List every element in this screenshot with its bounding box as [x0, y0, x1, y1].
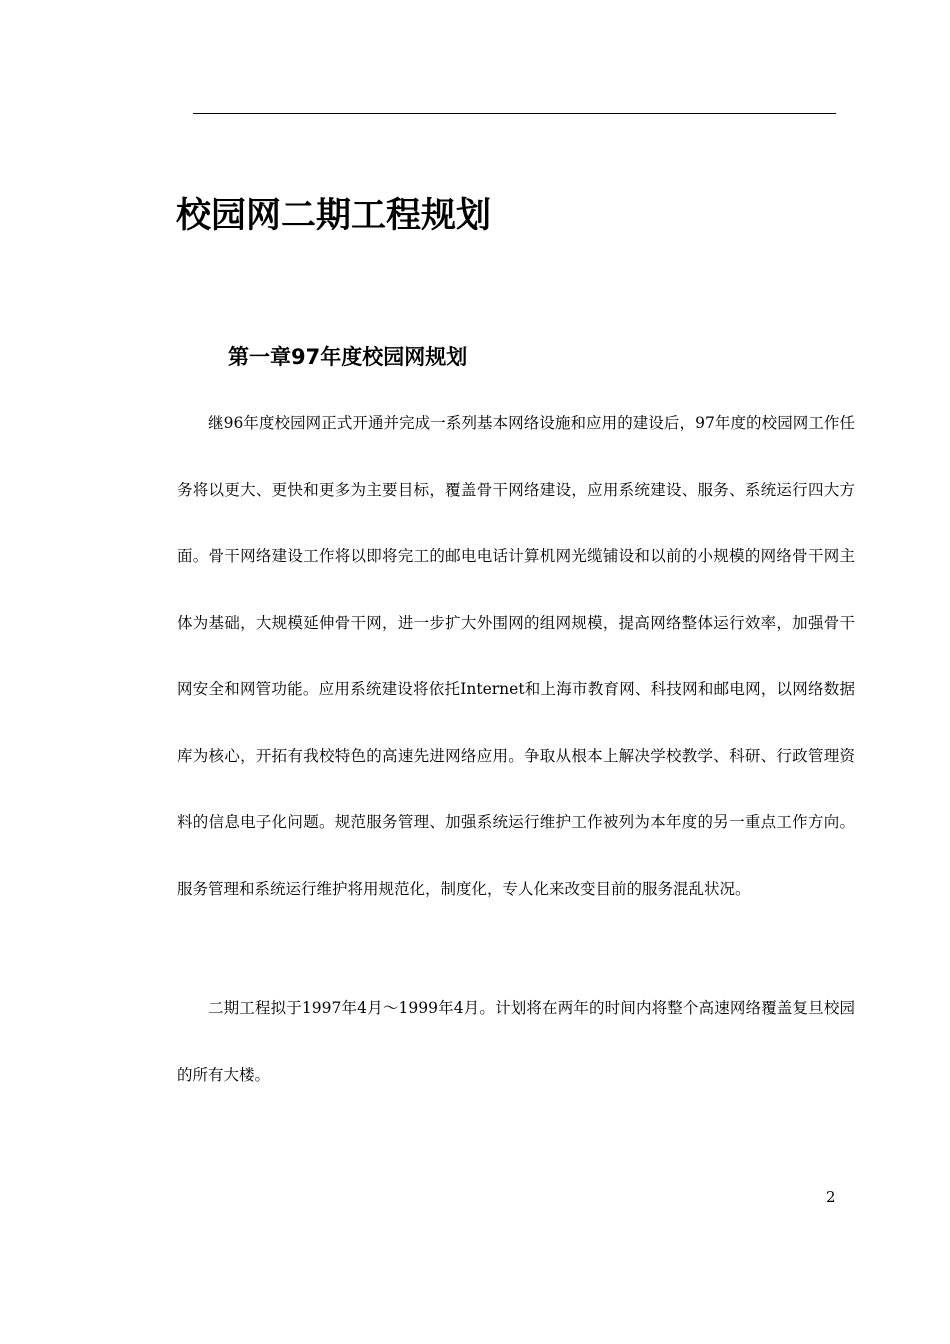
chapter-heading: 第一章97年度校园网规划	[228, 345, 468, 369]
document-title: 校园网二期工程规划	[176, 196, 492, 236]
paragraph-schedule: 二期工程拟于1997年4月～1999年4月。计划将在两年的时间内将整个高速网络覆盖复旦校园的所有大楼。	[177, 999, 855, 1084]
header-rule	[193, 113, 836, 114]
page-number: 2	[826, 1188, 836, 1206]
paragraph-intro: 继96年度校园网正式开通并完成一系列基本网络设施和应用的建设后，97年度的校园网工作任务将以更大、更快和更多为主要目标，覆盖骨干网络建设，应用系统建设、服务、系统运行四大方面。骨干网络建设工作将以即将完工的邮电电话计算机网光缆铺设和以前的小规模的网络骨干网主体为基础，大规模延伸骨干网，进一步扩大外围网的组网规模，提高网络整体运行效率，加强骨干网安全和网管功能。应用系统建设将依托Internet和上海市教育网、科技网和邮电网，以网络数据库为核心，开拓有我校特色的高速先进网络应用。争取从根本上解决学校教学、科研、行政管理资料的信息电子化问题。规范服务管理、加强系统运行维护工作被列为本年度的另一重点工作方向。服务管理和系统运行维护将用规范化，制度化，专人化来改变目前的服务混乱状况。	[177, 414, 855, 898]
